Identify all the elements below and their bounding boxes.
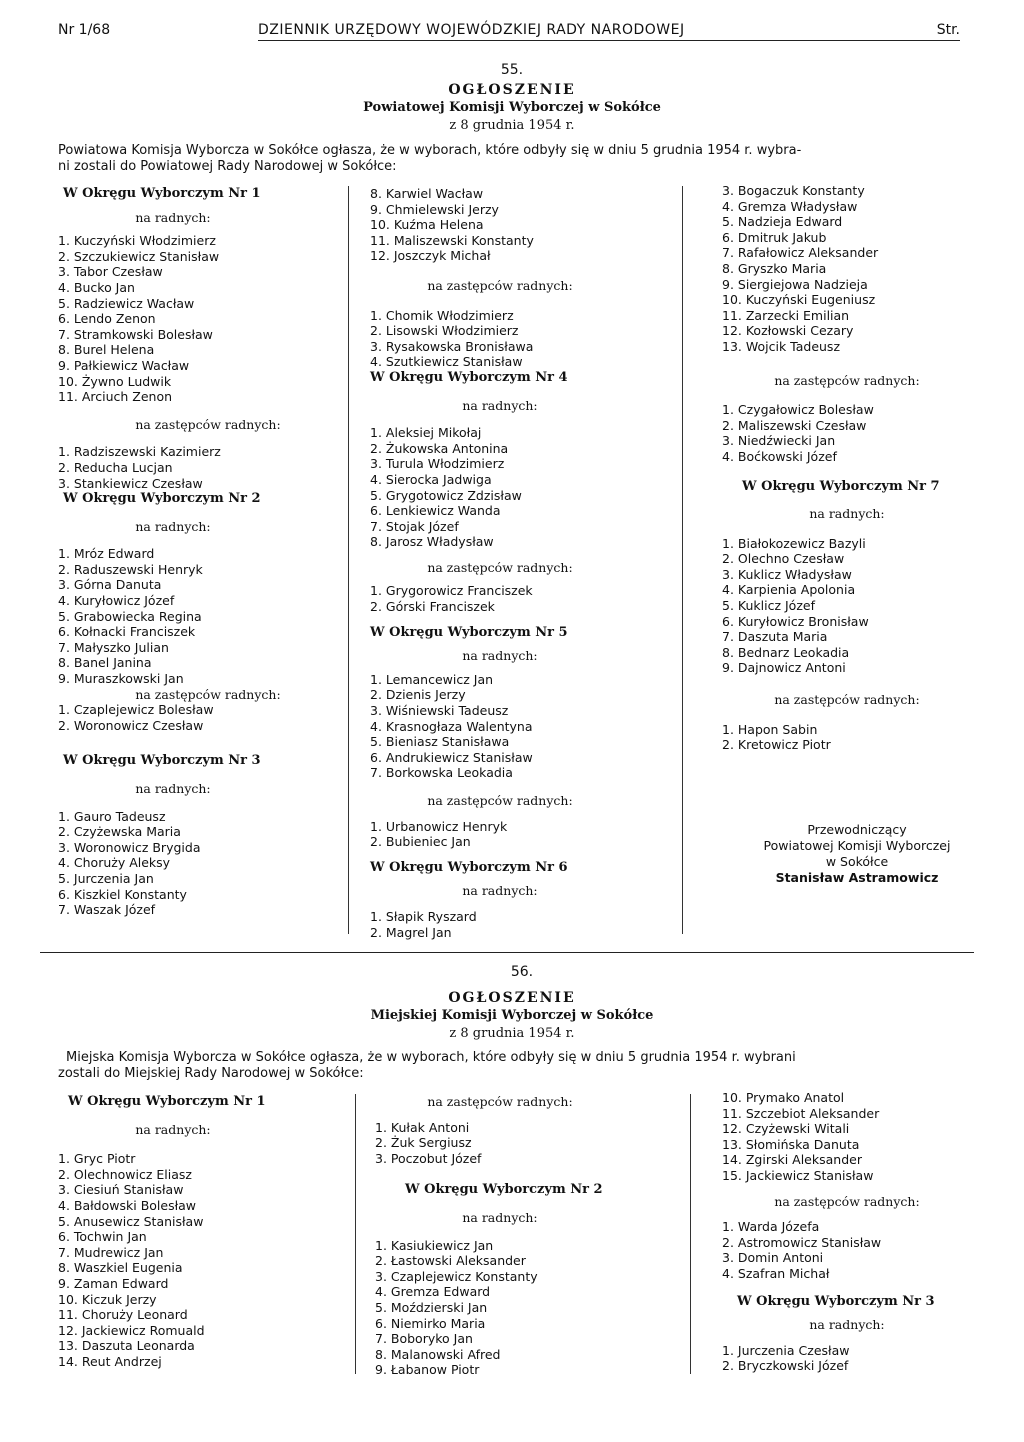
deputy-list	[58, 702, 338, 733]
list-item: 3. Tabor Czesław	[58, 264, 163, 280]
section-subheading: na radnych:	[462, 648, 538, 664]
list-item: 4. Sierocka Jadwiga	[370, 471, 492, 487]
list-item: 2. Woronowicz Czesław	[58, 717, 204, 733]
list-item: 2. Reducha Lucjan	[58, 459, 173, 475]
list-item: 11. Arciuch Zenon	[58, 389, 173, 405]
list-item: 4. Szafran Michał	[722, 1265, 830, 1281]
deputy-list	[722, 402, 972, 464]
list-item: 2. Szczukiewicz Stanisław	[58, 248, 220, 264]
list-item: 3. Poczobut Józef	[375, 1150, 482, 1166]
list-item: 15. Jackiewicz Stanisław	[722, 1167, 874, 1183]
notice-date: z 8 grudnia 1954 r.	[449, 118, 575, 133]
list-item: 2. Astromowicz Stanisław	[722, 1234, 882, 1250]
district-heading: W Okręgu Wyborczym Nr 3	[737, 1293, 935, 1309]
list-item: 9. Dajnowicz Antoni	[722, 660, 846, 676]
list-item: 5. Moździerski Jan	[375, 1299, 488, 1315]
list-item: 14. Zgirski Aleksander	[722, 1152, 862, 1168]
list-item: 7. Borkowska Leokadia	[370, 765, 513, 781]
list-item: 4. Kuryłowicz Józef	[58, 593, 175, 609]
column-divider	[348, 186, 349, 934]
section-subheading: na radnych:	[135, 1121, 211, 1137]
district-heading: W Okręgu Wyborczym Nr 4	[370, 369, 568, 385]
deputy-list	[370, 308, 670, 370]
column-divider	[682, 186, 683, 934]
list-item: 9. Łabanow Piotr	[375, 1362, 480, 1378]
header-rule	[258, 40, 960, 41]
list-item: 12. Czyżewski Witali	[722, 1121, 850, 1137]
intro-line: ni zostali do Powiatowej Rady Narodowej w Sokółce:	[58, 159, 397, 174]
list-item: 2. Maliszewski Czesław	[722, 417, 867, 433]
deputy-list	[370, 819, 670, 850]
list-item: 8. Malanowski Afred	[375, 1346, 501, 1362]
list-item: 2. Żuk Sergiusz	[375, 1135, 472, 1151]
list-item: 1. Urbanowicz Henryk	[370, 818, 508, 834]
list-item: 2. Czyżewska Maria	[58, 824, 181, 840]
list-item: 3. Woronowicz Brygida	[58, 839, 201, 855]
list-item: 5. Grabowiecka Regina	[58, 608, 202, 624]
notice-date: z 8 grudnia 1954 r.	[449, 1026, 575, 1041]
list-item: 10. Kuczyński Eugeniusz	[722, 292, 876, 308]
list-item: 4. Chorużу Aleksy	[58, 855, 171, 871]
notice-number: 56.	[510, 964, 534, 980]
section-subheading: na zastępców radnych:	[135, 686, 281, 702]
column-divider	[355, 1094, 356, 1374]
list-item: 11. Chorużу Leonard	[58, 1307, 188, 1323]
list-item: 2. Olechnowicz Eliasz	[58, 1166, 192, 1182]
list-item: 5. Grygotowicz Zdzisław	[370, 487, 522, 503]
list-item: 8. Burel Helena	[58, 342, 155, 358]
list-item: 8. Banel Janina	[58, 655, 152, 671]
list-item: 6. Andrukiewicz Stanisław	[370, 749, 533, 765]
list-item: 1. Białokozewicz Bazyli	[722, 535, 866, 551]
notice2-column-3	[722, 1090, 982, 1374]
section-subheading: na radnych:	[462, 1209, 538, 1225]
list-item: 4. Karpienia Apolonia	[722, 582, 856, 598]
section-subheading: na zastępców radnych:	[774, 1193, 920, 1209]
signature-role: Przewodniczący	[807, 822, 907, 837]
list-item: 8. Karwiel Wacław	[370, 186, 484, 201]
councillor-list	[58, 809, 338, 918]
list-item: 13. Daszuta Leonarda	[58, 1338, 195, 1354]
list-item: 4. Gremza Edward	[375, 1284, 491, 1300]
signature-institution: Powiatowej Komisji Wyborczej	[763, 838, 951, 853]
intro-line: Miejska Komisja Wyborcza w Sokółce ogłasza, że w wyborach, które odbyły się w dniu 5 grudnia 1954 r. wybrani	[66, 1050, 796, 1065]
list-item: 3. Czaplejewicz Konstanty	[375, 1268, 538, 1284]
list-item: 9. Zaman Edward	[58, 1275, 169, 1291]
list-item: 4. Szutkiewicz Stanisław	[370, 354, 523, 370]
list-item: 4. Krasnogłaza Walentyna	[370, 718, 533, 734]
journal-title: DZIENNIK URZĘDOWY WOJEWÓDZKIEJ RADY NARODOWEJ	[258, 22, 685, 38]
notice-issuer: Miejskiej Komisji Wyborczej w Sokółce	[370, 1008, 654, 1023]
councillor-list	[370, 672, 670, 781]
section-subheading: na radnych:	[135, 518, 211, 534]
district-heading: W Okręgu Wyborczym Nr 7	[742, 478, 940, 494]
list-item: 6. Lenkiewicz Wanda	[370, 503, 501, 519]
list-item: 2. Magrel Jan	[370, 924, 452, 940]
list-item: 5. Jurczenia Jan	[58, 870, 154, 886]
list-item: 1. Jurczenia Czesław	[722, 1342, 850, 1358]
councillor-list	[722, 183, 972, 355]
list-item: 12. Kozłowski Cezary	[722, 323, 854, 339]
page-label: Str.	[936, 22, 960, 38]
list-item: 1. Gauro Tadeusz	[58, 808, 166, 824]
councillor-list	[370, 425, 670, 550]
list-item: 13. Wojcik Tadeusz	[722, 338, 841, 354]
list-item: 2. Łastowski Aleksander	[375, 1253, 526, 1269]
deputy-list	[722, 722, 972, 753]
list-item: 1. Mróz Edward	[58, 546, 155, 562]
section-subheading: na zastępców radnych:	[774, 372, 920, 388]
list-item: 1. Radziszewski Kazimierz	[58, 444, 221, 460]
list-item: 7. Daszuta Maria	[722, 629, 828, 645]
list-item: 3. Wiśniewski Tadeusz	[370, 703, 509, 719]
district-heading: W Okręgu Wyborczym Nr 1	[68, 1094, 266, 1109]
district-heading: W Okręgu Wyborczym Nr 2	[405, 1182, 603, 1198]
signature-name: Stanisław Astramowicz	[775, 870, 939, 885]
list-item: 10. Kiczuk Jerzy	[58, 1291, 157, 1307]
list-item: 1. Kasiukiewicz Jan	[375, 1237, 494, 1253]
section-subheading: na radnych:	[809, 1317, 885, 1333]
councillor-list	[58, 233, 338, 405]
list-item: 7. Stojak Józef	[370, 518, 459, 534]
list-item: 2. Lisowski Włodzimierz	[370, 323, 519, 339]
list-item: 7. Małyszko Julian	[58, 639, 169, 655]
list-item: 11. Zarzecki Emilian	[722, 307, 850, 323]
list-item: 14. Reut Andrzej	[58, 1353, 162, 1369]
list-item: 3. Domin Antoni	[722, 1250, 824, 1266]
list-item: 10. Kuźma Helena	[370, 217, 484, 233]
notice-title: OGŁOSZENIE	[448, 82, 576, 98]
councillor-list	[370, 909, 670, 940]
list-item: 9. Pałkiewicz Wacław	[58, 357, 190, 373]
notice1-column-2	[370, 186, 670, 940]
list-item: 8. Gryszko Maria	[722, 260, 827, 276]
list-item: 1. Aleksiej Mikołaj	[370, 425, 482, 441]
list-item: 1. Chomik Włodzimierz	[370, 307, 514, 323]
list-item: 7. Rafałowicz Aleksander	[722, 245, 879, 261]
councillor-list	[722, 536, 972, 676]
section-subheading: na radnych:	[809, 506, 885, 522]
list-item: 1. Grygorowicz Franciszek	[370, 583, 533, 599]
list-item: 12. Jackiewicz Romuald	[58, 1322, 205, 1338]
list-item: 8. Waszkiel Eugenia	[58, 1260, 183, 1276]
list-item: 4. Boćkowski Józef	[722, 448, 837, 464]
list-item: 3. Rysakowska Bronisława	[370, 338, 534, 354]
list-item: 6. Niemirko Maria	[375, 1315, 486, 1331]
list-item: 2. Dzienis Jerzy	[370, 687, 466, 703]
list-item: 7. Boboryko Jan	[375, 1331, 473, 1347]
notice2-column-1	[58, 1094, 338, 1370]
notice1-column-1	[58, 186, 338, 918]
list-item: 1. Warda Józefa	[722, 1219, 820, 1235]
district-heading: W Okręgu Wyborczym Nr 1	[63, 186, 261, 201]
list-item: 2. Olechno Czesław	[722, 551, 845, 567]
list-item: 4. Gremza Władysław	[722, 198, 858, 214]
signature-block	[722, 822, 992, 886]
notice-title: OGŁOSZENIE	[448, 990, 576, 1006]
list-item: 3. Bogaczuk Konstanty	[722, 183, 865, 198]
section-subheading: na radnych:	[135, 209, 211, 225]
district-heading: W Okręgu Wyborczym Nr 3	[63, 753, 261, 769]
signature-place: w Sokółce	[825, 854, 889, 869]
intro-line: Powiatowa Komisja Wyborcza w Sokółce ogłasza, że w wyborach, które odbyły się w dniu 5 grudnia 1954 r. wybra-	[58, 143, 802, 158]
councillor-list	[375, 1238, 675, 1378]
list-item: 6. Lendo Zenon	[58, 311, 156, 327]
list-item: 2. Raduszewski Henryk	[58, 561, 203, 577]
list-item: 5. Nadzieja Edward	[722, 214, 843, 230]
section-subheading: na radnych:	[462, 397, 538, 413]
notice-intro	[58, 143, 970, 175]
list-item: 13. Słomińska Danuta	[722, 1136, 860, 1152]
section-subheading: na radnych:	[135, 781, 211, 796]
notice-separator	[40, 952, 974, 953]
list-item: 3. Niedźwiecki Jan	[722, 433, 836, 449]
list-item: 4. Bucko Jan	[58, 279, 135, 295]
district-heading: W Okręgu Wyborczym Nr 6	[370, 859, 568, 875]
councillor-list	[722, 1343, 982, 1374]
intro-line: zostali do Miejskiej Rady Narodowej w Sokółce:	[58, 1066, 364, 1081]
list-item: 5. Radziewicz Wacław	[58, 295, 195, 311]
notice-issuer: Powiatowej Komisji Wyborczej w Sokółce	[363, 100, 661, 115]
list-item: 9. Muraszkowski Jan	[58, 671, 184, 687]
list-item: 6. Kiszkiel Konstanty	[58, 886, 187, 902]
district-heading: W Okręgu Wyborczym Nr 2	[63, 491, 261, 507]
list-item: 11. Szczebiot Aleksander	[722, 1105, 880, 1121]
list-item: 2. Bryczkowski Józef	[722, 1358, 849, 1374]
list-item: 3. Stankiewicz Czesław	[58, 475, 203, 491]
list-item: 7. Stramkowski Bolesław	[58, 326, 213, 342]
list-item: 4. Bałdowski Bolesław	[58, 1197, 197, 1213]
list-item: 2. Kretowicz Piotr	[722, 737, 831, 753]
notice2-column-2	[375, 1094, 675, 1378]
list-item: 9. Chmielewski Jerzy	[370, 201, 499, 217]
notice1-column-3	[722, 183, 972, 753]
deputy-list	[722, 1219, 982, 1281]
list-item: 10. Prymako Anatol	[722, 1090, 845, 1105]
list-item: 1. Słapik Ryszard	[370, 908, 477, 924]
list-item: 1. Hapon Sabin	[722, 721, 818, 737]
deputy-list	[58, 444, 338, 491]
list-item: 6. Kuryłowicz Bronisław	[722, 613, 869, 629]
list-item: 1. Lemancewicz Jan	[370, 671, 494, 687]
notice-intro	[58, 1050, 970, 1082]
list-item: 1. Czaplejewicz Bolesław	[58, 702, 214, 718]
list-item: 6. Tochwin Jan	[58, 1229, 147, 1245]
councillor-list	[370, 186, 670, 264]
list-item: 1. Kuczyński Włodzimierz	[58, 233, 216, 249]
list-item: 5. Kuklicz Józef	[722, 598, 815, 614]
deputy-list	[370, 583, 670, 614]
list-item: 1. Kułak Antoni	[375, 1119, 470, 1135]
list-item: 2. Górski Franciszek	[370, 599, 495, 615]
section-subheading: na zastępców radnych:	[427, 1094, 573, 1109]
list-item: 3. Ciesiuń Stanisław	[58, 1182, 184, 1198]
deputy-list	[375, 1120, 675, 1167]
list-item: 11. Maliszewski Konstanty	[370, 232, 534, 248]
section-subheading: na radnych:	[462, 883, 538, 899]
list-item: 3. Górna Danuta	[58, 577, 162, 593]
list-item: 1. Czygałowicz Bolesław	[722, 402, 874, 418]
councillor-list	[58, 546, 338, 686]
councillor-list	[722, 1090, 982, 1184]
list-item: 3. Turula Włodzimierz	[370, 456, 505, 472]
list-item: 2. Bubieniec Jan	[370, 834, 471, 850]
notice-number: 55.	[500, 62, 524, 78]
section-subheading: na zastępców radnych:	[135, 416, 281, 432]
list-item: 7. Mudrewicz Jan	[58, 1244, 164, 1260]
councillor-list	[58, 1151, 338, 1369]
list-item: 12. Joszczyk Michał	[370, 248, 491, 264]
list-item: 5. Bieniasz Stanisława	[370, 734, 510, 750]
list-item: 2. Żukowska Antonina	[370, 440, 509, 456]
list-item: 3. Kuklicz Władysław	[722, 566, 852, 582]
list-item: 1. Gryc Piotr	[58, 1151, 136, 1167]
list-item: 8. Bednarz Leokadia	[722, 644, 850, 660]
section-subheading: na zastępców radnych:	[774, 692, 920, 708]
list-item: 9. Siergiejowa Nadzieja	[722, 276, 868, 292]
section-subheading: na zastępców radnych:	[427, 559, 573, 575]
list-item: 5. Anusewicz Stanisław	[58, 1213, 204, 1229]
section-subheading: na zastępców radnych:	[427, 277, 573, 293]
district-heading: W Okręgu Wyborczym Nr 5	[370, 624, 568, 640]
list-item: 7. Waszak Józef	[58, 902, 156, 918]
issue-number: Nr 1/68	[58, 22, 111, 38]
list-item: 10. Żywno Ludwik	[58, 373, 172, 389]
list-item: 6. Kołnacki Franciszek	[58, 624, 196, 640]
section-subheading: na zastępców radnych:	[427, 793, 573, 808]
list-item: 8. Jarosz Władysław	[370, 534, 494, 550]
list-item: 6. Dmitruk Jakub	[722, 229, 827, 245]
page-header	[58, 22, 960, 44]
column-divider	[690, 1094, 691, 1374]
